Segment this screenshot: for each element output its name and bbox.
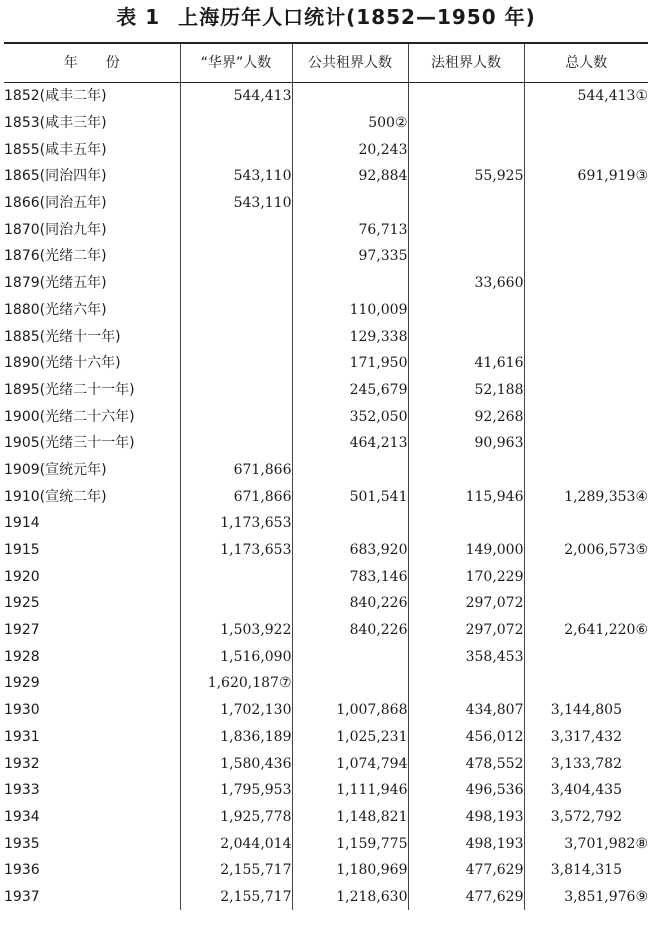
cell-year: 1876(光绪二年) xyxy=(4,248,107,265)
cell-chinese-district xyxy=(180,110,292,137)
table-row xyxy=(4,884,648,911)
table-row xyxy=(4,697,648,724)
cell-international-settlement: 171,950 xyxy=(292,350,408,377)
table-row xyxy=(4,243,648,270)
cell-french-concession: 149,000 xyxy=(408,537,524,564)
cell-total: 3,404,435 xyxy=(524,777,648,804)
cell-total xyxy=(524,243,648,270)
cell-year: 1905(光绪三十一年) xyxy=(4,435,135,452)
cell-total: 3,317,432 xyxy=(524,724,648,751)
cell-french-concession xyxy=(408,110,524,137)
cell-french-concession xyxy=(408,243,524,270)
cell-year: 1937 xyxy=(4,888,40,905)
cell-chinese-district xyxy=(180,430,292,457)
cell-total: 3,701,982⑧ xyxy=(524,830,648,857)
cell-international-settlement: 1,074,794 xyxy=(292,750,408,777)
cell-year: 1928 xyxy=(4,648,40,665)
table-row xyxy=(4,110,648,137)
cell-total: 544,413① xyxy=(524,83,648,110)
table-header xyxy=(4,43,648,83)
table-row xyxy=(4,350,648,377)
cell-international-settlement: 464,213 xyxy=(292,430,408,457)
cell-total xyxy=(524,136,648,163)
cell-year: 1895(光绪二十一年) xyxy=(4,381,135,398)
cell-international-settlement xyxy=(292,670,408,697)
cell-chinese-district: 543,110 xyxy=(180,163,292,190)
cell-chinese-district: 671,866 xyxy=(180,483,292,510)
table-row xyxy=(4,457,648,484)
cell-international-settlement: 1,148,821 xyxy=(292,804,408,831)
table-row xyxy=(4,617,648,644)
cell-international-settlement: 352,050 xyxy=(292,403,408,430)
cell-french-concession xyxy=(408,216,524,243)
cell-french-concession xyxy=(408,670,524,697)
table-row xyxy=(4,323,648,350)
cell-international-settlement: 840,226 xyxy=(292,617,408,644)
cell-chinese-district xyxy=(180,243,292,270)
cell-international-settlement: 129,338 xyxy=(292,323,408,350)
cell-international-settlement xyxy=(292,510,408,537)
cell-total xyxy=(524,670,648,697)
cell-chinese-district: 2,155,717 xyxy=(180,884,292,911)
cell-chinese-district: 1,516,090 xyxy=(180,643,292,670)
cell-year: 1935 xyxy=(4,835,40,852)
cell-chinese-district xyxy=(180,350,292,377)
cell-french-concession xyxy=(408,510,524,537)
table-body xyxy=(4,83,648,911)
cell-year: 1879(光绪五年) xyxy=(4,275,107,292)
cell-international-settlement: 92,884 xyxy=(292,163,408,190)
cell-french-concession: 498,193 xyxy=(408,804,524,831)
cell-total xyxy=(524,643,648,670)
cell-total xyxy=(524,297,648,324)
cell-french-concession xyxy=(408,83,524,110)
table-row xyxy=(4,403,648,430)
cell-french-concession: 115,946 xyxy=(408,483,524,510)
cell-total: 2,641,220⑥ xyxy=(524,617,648,644)
cell-chinese-district: 1,702,130 xyxy=(180,697,292,724)
cell-year: 1900(光绪二十六年) xyxy=(4,408,135,425)
cell-total xyxy=(524,190,648,217)
cell-year: 1852(咸丰二年) xyxy=(4,88,107,105)
cell-french-concession xyxy=(408,323,524,350)
cell-french-concession: 297,072 xyxy=(408,617,524,644)
cell-chinese-district xyxy=(180,297,292,324)
cell-year: 1866(同治五年) xyxy=(4,195,107,212)
cell-chinese-district xyxy=(180,590,292,617)
cell-international-settlement: 500② xyxy=(292,110,408,137)
header-year: 年 份 xyxy=(4,43,180,83)
cell-year: 1929 xyxy=(4,675,40,692)
cell-year: 1920 xyxy=(4,568,40,585)
cell-french-concession: 33,660 xyxy=(408,270,524,297)
table-row xyxy=(4,537,648,564)
table-row xyxy=(4,750,648,777)
cell-total xyxy=(524,350,648,377)
cell-total xyxy=(524,563,648,590)
cell-french-concession: 434,807 xyxy=(408,697,524,724)
table-number: 表 1 xyxy=(116,5,161,29)
table-row xyxy=(4,483,648,510)
table-row xyxy=(4,136,648,163)
cell-international-settlement xyxy=(292,83,408,110)
cell-international-settlement: 1,007,868 xyxy=(292,697,408,724)
cell-chinese-district: 1,620,187⑦ xyxy=(180,670,292,697)
cell-chinese-district xyxy=(180,136,292,163)
cell-year: 1890(光绪十六年) xyxy=(4,355,121,372)
cell-french-concession xyxy=(408,457,524,484)
cell-total xyxy=(524,590,648,617)
cell-french-concession: 297,072 xyxy=(408,590,524,617)
table-row xyxy=(4,724,648,751)
cell-french-concession: 55,925 xyxy=(408,163,524,190)
table-row xyxy=(4,297,648,324)
table-row xyxy=(4,563,648,590)
cell-international-settlement: 683,920 xyxy=(292,537,408,564)
table-row xyxy=(4,510,648,537)
cell-international-settlement: 1,218,630 xyxy=(292,884,408,911)
population-table xyxy=(4,42,648,910)
cell-total: 3,814,315 xyxy=(524,857,648,884)
cell-total xyxy=(524,403,648,430)
cell-chinese-district: 2,044,014 xyxy=(180,830,292,857)
cell-chinese-district: 1,795,953 xyxy=(180,777,292,804)
cell-chinese-district: 1,580,436 xyxy=(180,750,292,777)
table-row xyxy=(4,777,648,804)
cell-chinese-district: 1,925,778 xyxy=(180,804,292,831)
header-international-settlement: 公共租界人数 xyxy=(292,43,408,83)
cell-international-settlement: 20,243 xyxy=(292,136,408,163)
cell-chinese-district: 1,173,653 xyxy=(180,510,292,537)
table-row xyxy=(4,270,648,297)
cell-french-concession: 498,193 xyxy=(408,830,524,857)
table-row xyxy=(4,804,648,831)
cell-total xyxy=(524,270,648,297)
table-caption: 上海历年人口统计(1852—1950 年) xyxy=(178,5,536,29)
cell-year: 1865(同治四年) xyxy=(4,168,107,185)
table-row xyxy=(4,83,648,110)
cell-french-concession: 477,629 xyxy=(408,884,524,911)
cell-total: 691,919③ xyxy=(524,163,648,190)
cell-year: 1870(同治九年) xyxy=(4,221,107,238)
cell-year: 1931 xyxy=(4,728,40,745)
table-row xyxy=(4,830,648,857)
cell-french-concession: 496,536 xyxy=(408,777,524,804)
cell-french-concession xyxy=(408,136,524,163)
cell-total: 2,006,573⑤ xyxy=(524,537,648,564)
cell-year: 1853(咸丰三年) xyxy=(4,115,107,132)
cell-total: 3,144,805 xyxy=(524,697,648,724)
cell-year: 1932 xyxy=(4,755,40,772)
cell-french-concession: 478,552 xyxy=(408,750,524,777)
cell-year: 1909(宣统元年) xyxy=(4,461,107,478)
cell-total xyxy=(524,377,648,404)
cell-total xyxy=(524,457,648,484)
cell-year: 1927 xyxy=(4,622,40,639)
header-french-concession: 法租界人数 xyxy=(408,43,524,83)
cell-french-concession xyxy=(408,190,524,217)
cell-french-concession: 90,963 xyxy=(408,430,524,457)
cell-international-settlement: 783,146 xyxy=(292,563,408,590)
cell-year: 1914 xyxy=(4,515,40,532)
table-row xyxy=(4,670,648,697)
cell-international-settlement xyxy=(292,190,408,217)
cell-international-settlement: 1,111,946 xyxy=(292,777,408,804)
cell-chinese-district: 1,836,189 xyxy=(180,724,292,751)
cell-total xyxy=(524,110,648,137)
cell-chinese-district xyxy=(180,403,292,430)
cell-total: 3,572,792 xyxy=(524,804,648,831)
table-row xyxy=(4,643,648,670)
table-row xyxy=(4,590,648,617)
cell-international-settlement: 1,025,231 xyxy=(292,724,408,751)
cell-total: 3,133,782 xyxy=(524,750,648,777)
cell-french-concession: 92,268 xyxy=(408,403,524,430)
cell-year: 1930 xyxy=(4,702,40,719)
cell-international-settlement: 1,180,969 xyxy=(292,857,408,884)
header-chinese-district: “华界”人数 xyxy=(180,43,292,83)
cell-international-settlement xyxy=(292,457,408,484)
cell-international-settlement: 840,226 xyxy=(292,590,408,617)
cell-chinese-district: 1,173,653 xyxy=(180,537,292,564)
cell-french-concession: 477,629 xyxy=(408,857,524,884)
cell-international-settlement xyxy=(292,270,408,297)
cell-total xyxy=(524,216,648,243)
cell-chinese-district: 671,866 xyxy=(180,457,292,484)
cell-french-concession: 52,188 xyxy=(408,377,524,404)
cell-chinese-district xyxy=(180,563,292,590)
cell-international-settlement: 97,335 xyxy=(292,243,408,270)
cell-international-settlement xyxy=(292,643,408,670)
cell-year: 1855(咸丰五年) xyxy=(4,141,107,158)
cell-french-concession: 358,453 xyxy=(408,643,524,670)
cell-year: 1933 xyxy=(4,782,40,799)
header-row xyxy=(4,43,648,83)
cell-chinese-district xyxy=(180,270,292,297)
table-row xyxy=(4,216,648,243)
cell-chinese-district xyxy=(180,216,292,243)
cell-international-settlement: 110,009 xyxy=(292,297,408,324)
cell-year: 1910(宣统二年) xyxy=(4,488,107,505)
cell-international-settlement: 245,679 xyxy=(292,377,408,404)
cell-total: 3,851,976⑨ xyxy=(524,884,648,911)
cell-international-settlement: 1,159,775 xyxy=(292,830,408,857)
cell-chinese-district xyxy=(180,377,292,404)
table-row xyxy=(4,190,648,217)
cell-chinese-district: 544,413 xyxy=(180,83,292,110)
cell-french-concession: 170,229 xyxy=(408,563,524,590)
table-row xyxy=(4,377,648,404)
cell-year: 1915 xyxy=(4,542,40,559)
cell-total xyxy=(524,323,648,350)
cell-chinese-district xyxy=(180,323,292,350)
cell-year: 1885(光绪十一年) xyxy=(4,328,121,345)
cell-french-concession: 41,616 xyxy=(408,350,524,377)
cell-total xyxy=(524,510,648,537)
cell-french-concession: 456,012 xyxy=(408,724,524,751)
cell-chinese-district: 2,155,717 xyxy=(180,857,292,884)
cell-international-settlement: 501,541 xyxy=(292,483,408,510)
cell-year: 1925 xyxy=(4,595,40,612)
cell-year: 1936 xyxy=(4,862,40,879)
cell-year: 1934 xyxy=(4,808,40,825)
cell-chinese-district: 1,503,922 xyxy=(180,617,292,644)
cell-total xyxy=(524,430,648,457)
cell-year: 1880(光绪六年) xyxy=(4,301,107,318)
table-row xyxy=(4,430,648,457)
header-total: 总人数 xyxy=(524,43,648,83)
cell-french-concession xyxy=(408,297,524,324)
table-row xyxy=(4,163,648,190)
table-title xyxy=(0,4,652,30)
cell-international-settlement: 76,713 xyxy=(292,216,408,243)
table-row xyxy=(4,857,648,884)
cell-chinese-district: 543,110 xyxy=(180,190,292,217)
cell-total: 1,289,353④ xyxy=(524,483,648,510)
